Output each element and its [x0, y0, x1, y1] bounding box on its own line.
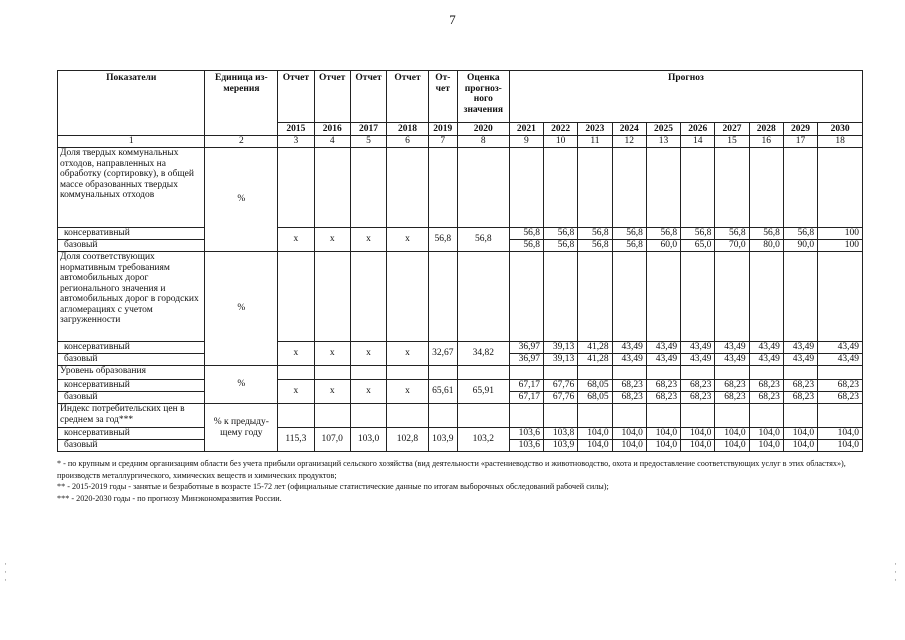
- empty-cell: [278, 148, 314, 228]
- col-number: 6: [387, 136, 429, 148]
- empty-cell: [544, 252, 578, 342]
- scenario-row: [58, 428, 863, 440]
- forecast-value: 43,49: [818, 342, 863, 354]
- forecast-value: 104,0: [612, 440, 646, 452]
- scenario-label: консервативный: [58, 228, 205, 240]
- empty-cell: [715, 252, 749, 342]
- historical-value: х: [350, 342, 386, 366]
- forecast-value: 68,23: [715, 392, 749, 404]
- year-cell: 2016: [314, 123, 350, 136]
- year-cell: 2023: [578, 123, 612, 136]
- historical-value: х: [278, 380, 314, 404]
- forecast-value: 67,17: [509, 392, 543, 404]
- year-cell: 2017: [350, 123, 386, 136]
- scenario-label: базовый: [58, 354, 205, 366]
- year-cell: 2024: [612, 123, 646, 136]
- scenario-row: [58, 342, 863, 354]
- empty-cell: [612, 366, 646, 380]
- year-cell: 2020: [457, 123, 509, 136]
- empty-cell: [278, 404, 314, 428]
- forecast-value: 104,0: [715, 428, 749, 440]
- forecast-value: 43,49: [646, 354, 680, 366]
- forecast-value: 104,0: [578, 428, 612, 440]
- forecast-value: 56,8: [544, 228, 578, 240]
- col-number: 11: [578, 136, 612, 148]
- forecast-value: 90,0: [783, 240, 817, 252]
- empty-cell: [783, 366, 817, 380]
- scenario-row: [58, 380, 863, 392]
- empty-cell: [578, 148, 612, 228]
- historical-value: 102,8: [387, 428, 429, 452]
- historical-value: 103,9: [428, 428, 457, 452]
- forecast-value: 80,0: [749, 240, 783, 252]
- section-title-row: [58, 404, 863, 428]
- header-report: Отчет: [387, 71, 429, 123]
- forecast-value: 104,0: [749, 440, 783, 452]
- forecast-value: 68,23: [681, 392, 715, 404]
- forecast-value: 43,49: [646, 342, 680, 354]
- year-cell: 2015: [278, 123, 314, 136]
- forecast-value: 56,8: [783, 228, 817, 240]
- empty-cell: [457, 404, 509, 428]
- empty-cell: [544, 366, 578, 380]
- year-cell: 2019: [428, 123, 457, 136]
- empty-cell: [749, 252, 783, 342]
- scenario-label: базовый: [58, 392, 205, 404]
- col-number: 1: [58, 136, 205, 148]
- scenario-label: базовый: [58, 440, 205, 452]
- historical-value: х: [387, 228, 429, 252]
- forecast-value: 104,0: [578, 440, 612, 452]
- col-number: 10: [544, 136, 578, 148]
- forecast-value: 56,8: [749, 228, 783, 240]
- forecast-value: 43,49: [681, 342, 715, 354]
- forecast-value: 68,23: [612, 392, 646, 404]
- section-title-row: [58, 252, 863, 342]
- year-cell: 2022: [544, 123, 578, 136]
- forecast-value: 104,0: [818, 440, 863, 452]
- forecast-value: 67,76: [544, 380, 578, 392]
- empty-cell: [818, 366, 863, 380]
- header-report: Отчет: [350, 71, 386, 123]
- historical-value: х: [387, 342, 429, 366]
- forecast-value: 68,23: [612, 380, 646, 392]
- forecast-value: 67,17: [509, 380, 543, 392]
- empty-cell: [646, 252, 680, 342]
- empty-cell: [749, 404, 783, 428]
- header-indicators: Показатели: [58, 71, 205, 136]
- forecast-value: 104,0: [783, 428, 817, 440]
- forecast-value: 65,0: [681, 240, 715, 252]
- forecast-value: 43,49: [749, 342, 783, 354]
- historical-value: х: [314, 380, 350, 404]
- forecast-value: 56,8: [578, 228, 612, 240]
- margin-mark: · · ·: [4, 559, 7, 585]
- historical-value: х: [350, 380, 386, 404]
- historical-value: х: [350, 228, 386, 252]
- col-number: 16: [749, 136, 783, 148]
- empty-cell: [715, 148, 749, 228]
- empty-cell: [818, 148, 863, 228]
- historical-value: 115,3: [278, 428, 314, 452]
- col-number: 14: [681, 136, 715, 148]
- empty-cell: [578, 404, 612, 428]
- empty-cell: [387, 366, 429, 380]
- page-number: 7: [449, 12, 456, 27]
- col-number: 9: [509, 136, 543, 148]
- forecast-value: 103,6: [509, 428, 543, 440]
- empty-cell: [749, 366, 783, 380]
- forecast-value: 68,23: [818, 392, 863, 404]
- forecast-value: 36,97: [509, 342, 543, 354]
- footnote: *** - 2020-2030 годы - по прогнозу Минэкономразвития России.: [57, 493, 282, 503]
- empty-cell: [715, 404, 749, 428]
- forecast-value: 43,49: [749, 354, 783, 366]
- header-unit: Единица из-мерения: [205, 71, 278, 136]
- col-number: 15: [715, 136, 749, 148]
- section-title-row: [58, 366, 863, 380]
- empty-cell: [715, 366, 749, 380]
- forecast-value: 56,8: [681, 228, 715, 240]
- empty-cell: [783, 252, 817, 342]
- forecast-value: 100: [818, 240, 863, 252]
- empty-cell: [457, 252, 509, 342]
- forecast-value: 67,76: [544, 392, 578, 404]
- header-row: [58, 71, 863, 123]
- forecast-value: 60,0: [646, 240, 680, 252]
- historical-value: 56,8: [457, 228, 509, 252]
- column-number-row: [58, 136, 863, 148]
- forecast-value: 68,05: [578, 380, 612, 392]
- header-estimate: Оценка прогноз-ного значения: [457, 71, 509, 123]
- scenario-label: консервативный: [58, 380, 205, 392]
- empty-cell: [544, 148, 578, 228]
- header-report: Отчет: [314, 71, 350, 123]
- empty-cell: [578, 366, 612, 380]
- empty-cell: [681, 148, 715, 228]
- empty-cell: [509, 252, 543, 342]
- empty-cell: [818, 404, 863, 428]
- empty-cell: [350, 404, 386, 428]
- forecast-value: 39,13: [544, 342, 578, 354]
- historical-value: х: [314, 228, 350, 252]
- empty-cell: [646, 366, 680, 380]
- historical-value: х: [314, 342, 350, 366]
- forecast-value: 56,8: [544, 240, 578, 252]
- historical-value: х: [278, 228, 314, 252]
- empty-cell: [646, 404, 680, 428]
- forecast-value: 43,49: [612, 354, 646, 366]
- col-number: 5: [350, 136, 386, 148]
- forecast-value: 104,0: [612, 428, 646, 440]
- empty-cell: [681, 366, 715, 380]
- empty-cell: [544, 404, 578, 428]
- empty-cell: [387, 252, 429, 342]
- empty-cell: [387, 404, 429, 428]
- empty-cell: [428, 366, 457, 380]
- forecast-value: 43,49: [681, 354, 715, 366]
- scenario-label: консервативный: [58, 428, 205, 440]
- empty-cell: [428, 252, 457, 342]
- forecast-value: 104,0: [783, 440, 817, 452]
- historical-value: 65,61: [428, 380, 457, 404]
- empty-cell: [457, 366, 509, 380]
- historical-value: х: [278, 342, 314, 366]
- col-number: 7: [428, 136, 457, 148]
- forecast-value: 104,0: [646, 440, 680, 452]
- empty-cell: [314, 366, 350, 380]
- forecast-value: 56,8: [509, 228, 543, 240]
- forecast-value: 68,23: [783, 380, 817, 392]
- forecast-value: 68,23: [681, 380, 715, 392]
- forecast-table: [57, 70, 863, 452]
- empty-cell: [387, 148, 429, 228]
- forecast-value: 41,28: [578, 342, 612, 354]
- empty-cell: [818, 252, 863, 342]
- year-cell: 2021: [509, 123, 543, 136]
- forecast-value: 43,49: [612, 342, 646, 354]
- scenario-row: [58, 228, 863, 240]
- header-forecast: Прогноз: [509, 71, 862, 123]
- forecast-value: 103,6: [509, 440, 543, 452]
- forecast-value: 104,0: [681, 440, 715, 452]
- forecast-value: 56,8: [612, 240, 646, 252]
- forecast-value: 68,23: [783, 392, 817, 404]
- unit-cell: %: [205, 366, 278, 404]
- forecast-value: 43,49: [783, 354, 817, 366]
- empty-cell: [457, 148, 509, 228]
- empty-cell: [278, 366, 314, 380]
- footnotes: [57, 458, 857, 504]
- forecast-value: 68,23: [749, 380, 783, 392]
- forecast-value: 103,8: [544, 428, 578, 440]
- historical-value: 32,67: [428, 342, 457, 366]
- col-number: 12: [612, 136, 646, 148]
- forecast-value: 56,8: [646, 228, 680, 240]
- forecast-value: 104,0: [646, 428, 680, 440]
- forecast-value: 36,97: [509, 354, 543, 366]
- forecast-value: 56,8: [715, 228, 749, 240]
- historical-value: 103,0: [350, 428, 386, 452]
- col-number: 17: [783, 136, 817, 148]
- forecast-value: 100: [818, 228, 863, 240]
- empty-cell: [681, 404, 715, 428]
- col-number: 8: [457, 136, 509, 148]
- col-number: 18: [818, 136, 863, 148]
- col-number: 3: [278, 136, 314, 148]
- empty-cell: [612, 148, 646, 228]
- empty-cell: [578, 252, 612, 342]
- empty-cell: [314, 404, 350, 428]
- indicator-title: Доля твердых коммунальных отходов, направленных на обработку (сортировку), в общей массе образованных твердых коммунальных отходов: [58, 148, 205, 228]
- unit-cell: %: [205, 148, 278, 252]
- forecast-value: 41,28: [578, 354, 612, 366]
- header-report: Отчет: [278, 71, 314, 123]
- empty-cell: [646, 148, 680, 228]
- year-cell: 2026: [681, 123, 715, 136]
- forecast-value: 104,0: [681, 428, 715, 440]
- indicator-title: Уровень образования: [58, 366, 205, 380]
- empty-cell: [612, 252, 646, 342]
- empty-cell: [350, 366, 386, 380]
- forecast-value: 68,23: [646, 392, 680, 404]
- col-number: 4: [314, 136, 350, 148]
- forecast-value: 68,23: [715, 380, 749, 392]
- header-report-2019: От-чет: [428, 71, 457, 123]
- empty-cell: [278, 252, 314, 342]
- year-cell: 2028: [749, 123, 783, 136]
- empty-cell: [350, 252, 386, 342]
- empty-cell: [314, 148, 350, 228]
- forecast-value: 68,23: [749, 392, 783, 404]
- col-number: 2: [205, 136, 278, 148]
- year-cell: 2030: [818, 123, 863, 136]
- empty-cell: [509, 404, 543, 428]
- margin-mark: · · ·: [894, 559, 897, 585]
- forecast-value: 68,23: [818, 380, 863, 392]
- year-cell: 2027: [715, 123, 749, 136]
- historical-value: 107,0: [314, 428, 350, 452]
- forecast-value: 68,23: [646, 380, 680, 392]
- forecast-value: 56,8: [578, 240, 612, 252]
- forecast-value: 39,13: [544, 354, 578, 366]
- unit-cell: % к предыду-щему году: [205, 404, 278, 452]
- empty-cell: [509, 148, 543, 228]
- forecast-value: 56,8: [612, 228, 646, 240]
- table-body: [58, 148, 863, 452]
- footnote: ** - 2015-2019 годы - занятые и безработные в возрасте 15-72 лет (официальные статистические данные по итогам выборочных обследований рабочей силы);: [57, 482, 609, 491]
- empty-cell: [749, 148, 783, 228]
- forecast-value: 103,9: [544, 440, 578, 452]
- indicator-title: Индекс потребительских цен в среднем за год***: [58, 404, 205, 428]
- empty-cell: [428, 148, 457, 228]
- forecast-value: 43,49: [783, 342, 817, 354]
- historical-value: х: [387, 380, 429, 404]
- historical-value: 103,2: [457, 428, 509, 452]
- forecast-value: 43,49: [715, 354, 749, 366]
- forecast-value: 43,49: [818, 354, 863, 366]
- indicator-title: Доля соответствующих нормативным требованиям автомобильных дорог регионального значения и автомобильных дорог в городских агломерациях с учетом загруженности: [58, 252, 205, 342]
- empty-cell: [783, 148, 817, 228]
- empty-cell: [314, 252, 350, 342]
- footnote: * - по крупным и средним организациям области без учета прибыли организаций сельского хозяйства (вид деятельности «растениеводство и животноводство, охота и предоставление соответствующих услуг в этих областях»), производств металлургического, химических веществ и химических продуктов;: [57, 459, 846, 480]
- historical-value: 34,82: [457, 342, 509, 366]
- year-cell: 2029: [783, 123, 817, 136]
- historical-value: 56,8: [428, 228, 457, 252]
- section-title-row: [58, 148, 863, 228]
- empty-cell: [783, 404, 817, 428]
- empty-cell: [428, 404, 457, 428]
- unit-cell: %: [205, 252, 278, 366]
- empty-cell: [612, 404, 646, 428]
- empty-cell: [350, 148, 386, 228]
- year-cell: 2025: [646, 123, 680, 136]
- year-cell: 2018: [387, 123, 429, 136]
- historical-value: 65,91: [457, 380, 509, 404]
- forecast-value: 43,49: [715, 342, 749, 354]
- forecast-value: 104,0: [818, 428, 863, 440]
- col-number: 13: [646, 136, 680, 148]
- forecast-value: 56,8: [509, 240, 543, 252]
- empty-cell: [509, 366, 543, 380]
- empty-cell: [681, 252, 715, 342]
- forecast-value: 70,0: [715, 240, 749, 252]
- forecast-value: 68,05: [578, 392, 612, 404]
- forecast-value: 104,0: [749, 428, 783, 440]
- scenario-label: базовый: [58, 240, 205, 252]
- scenario-label: консервативный: [58, 342, 205, 354]
- forecast-value: 104,0: [715, 440, 749, 452]
